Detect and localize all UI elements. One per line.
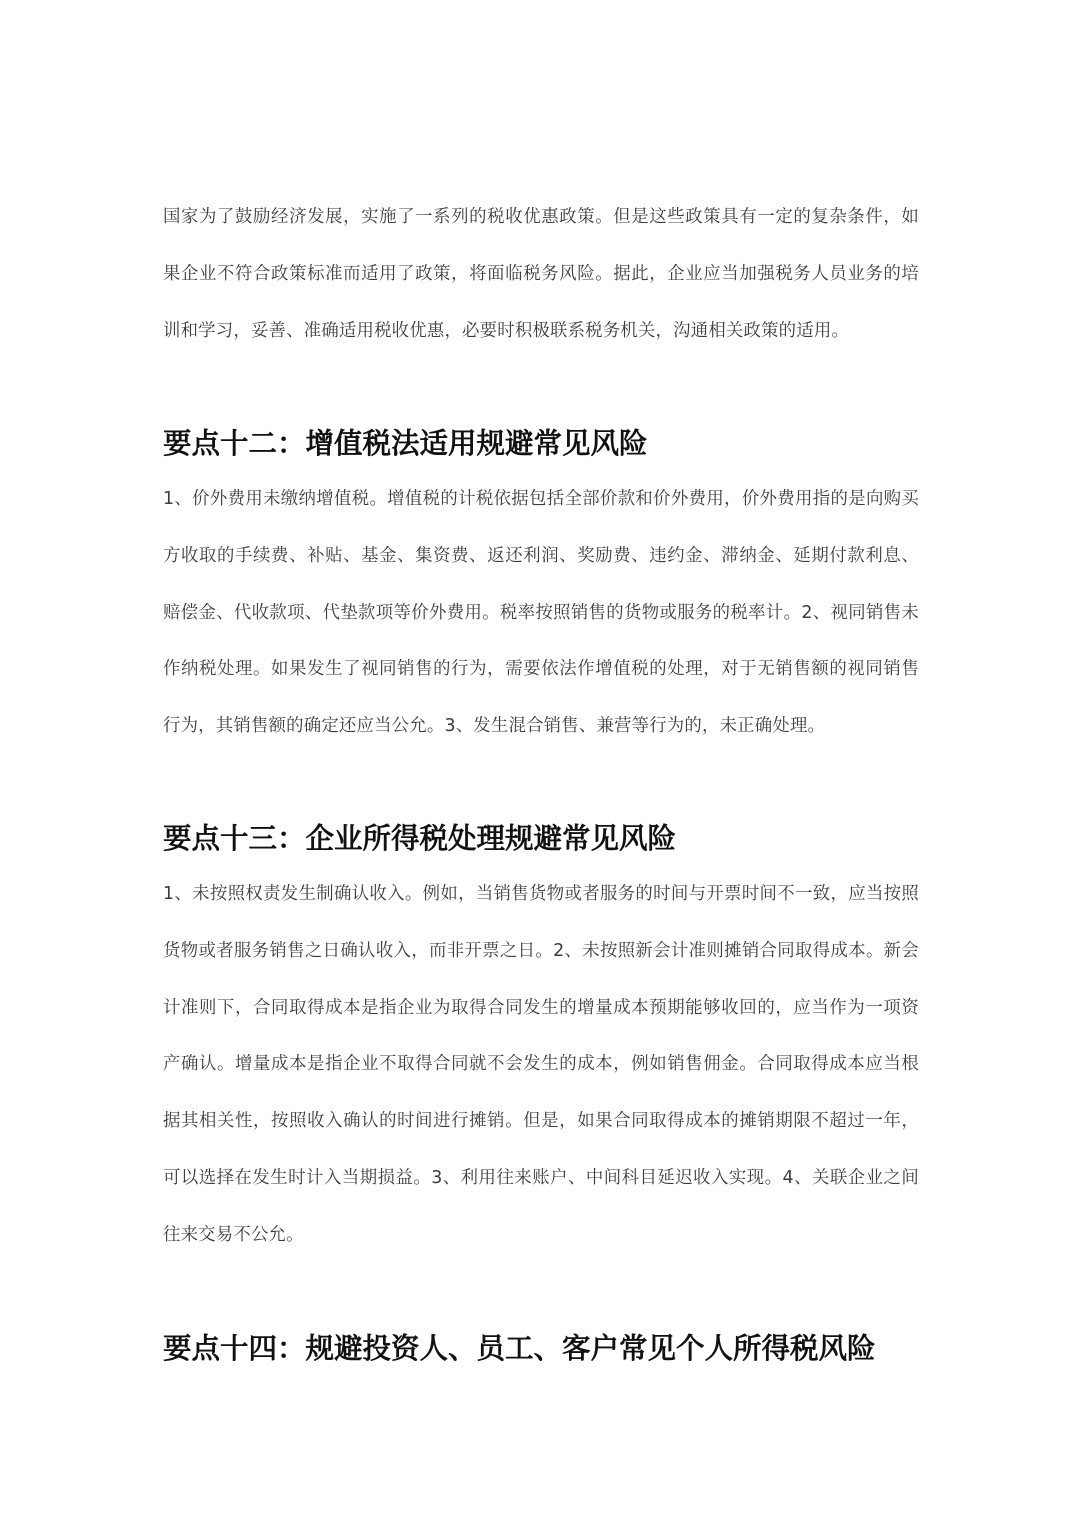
section-12-paragraph: 1、价外费用未缴纳增值税。增值税的计税依据包括全部价款和价外费用，价外费用指的是向购买方收取的手续费、补贴、基金、集资费、返还利润、奖励费、违约金、滞纳金、延期付款利息、赔偿金、代收款项、代垫款项等价外费用。税率按照销售的货物或服务的税率计。2、视同销售未作纳税处理。如果发生了视同销售的行为，需要依法作增值税的处理，对于无销售额的视同销售行为，其销售额的确定还应当公允。3、发生混合销售、兼营等行为的，未正确处理。 (163, 489, 919, 737)
section-heading-14: 要点十四：规避投资人、员工、客户常见个人所得税风险 (163, 1332, 876, 1365)
section-heading-12: 要点十二：增值税法适用规避常见风险 (163, 427, 648, 460)
intro-paragraph: 国家为了鼓励经济发展，实施了一系列的税收优惠政策。但是这些政策具有一定的复杂条件，如果企业不符合政策标准而适用了政策，将面临税务风险。据此，企业应当加强税务人员业务的培训和学习，妥善、准确适用税收优惠，必要时积极联系税务机关，沟通相关政策的适用。 (163, 207, 919, 341)
section-heading-13: 要点十三：企业所得税处理规避常见风险 (163, 822, 677, 855)
section-13-paragraph: 1、未按照权责发生制确认收入。例如，当销售货物或者服务的时间与开票时间不一致，应当按照货物或者服务销售之日确认收入，而非开票之日。2、未按照新会计准则摊销合同取得成本。新会计准则下，合同取得成本是指企业为取得合同发生的增量成本预期能够收回的，应当作为一项资产确认。增量成本是指企业不取得合同就不会发生的成本，例如销售佣金。合同取得成本应当根据其相关性，按照收入确认的时间进行摊销。但是，如果合同取得成本的摊销期限不超过一年，可以选择在发生时计入当期损益。3、利用往来账户、中间科目延迟收入实现。4、关联企业之间往来交易不公允。 (163, 884, 919, 1245)
